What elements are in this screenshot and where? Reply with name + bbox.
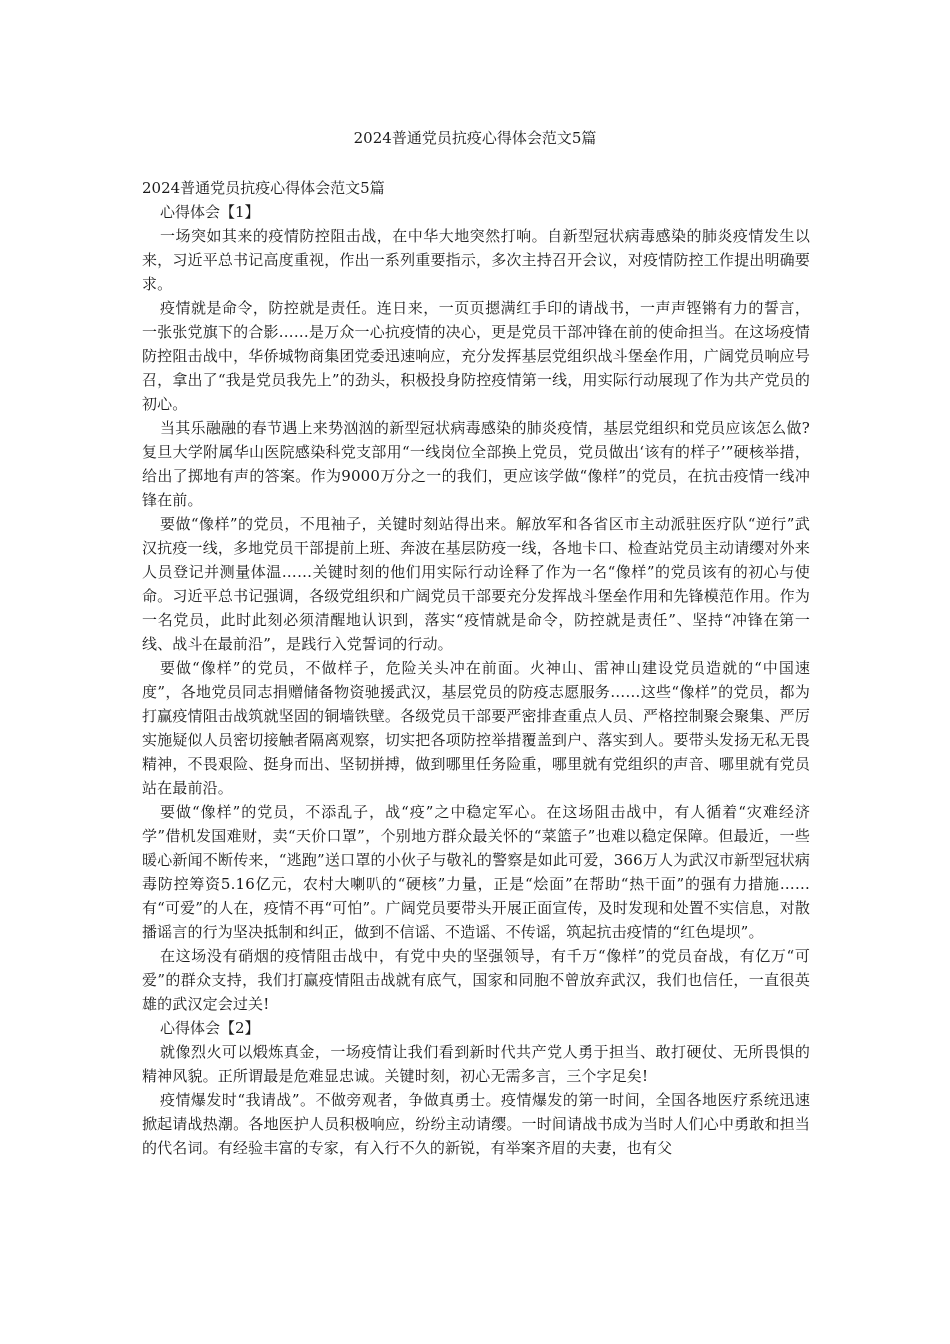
paragraph: 当其乐融融的春节遇上来势汹汹的新型冠状病毒感染的肺炎疫情，基层党组织和党员应该怎么做?复旦大学附属华山医院感染科党支部用“一线岗位全部换上党员，党员做出‘该有的样子’”硬核举措，给出了掷地有声的答案。作为9000万分之一的我们，更应该学做“像样”的党员，在抗击疫情一线冲锋在前。: [142, 419, 810, 509]
document-body: [142, 176, 810, 1160]
paragraph: 疫情就是命令，防控就是责任。连日来，一页页摁满红手印的请战书，一声声铿锵有力的誓言，一张张党旗下的合影……是万众一心抗疫情的决心，更是党员干部冲锋在前的使命担当。在这场疫情防控阻击战中，华侨城物商集团党委迅速响应，充分发挥基层党组织战斗堡垒作用，广阔党员响应号召，拿出了“我是党员我先上”的劲头，积极投身防控疫情第一线，用实际行动展现了作为共产党员的初心。: [142, 299, 810, 413]
paragraph: 一场突如其来的疫情防控阻击战，在中华大地突然打响。自新型冠状病毒感染的肺炎疫情发生以来，习近平总书记高度重视，作出一系列重要指示，多次主持召开会议，对疫情防控工作提出明确要求。: [142, 227, 810, 293]
page-title: 2024普通党员抗疫心得体会范文5篇: [353, 129, 597, 147]
paragraph: 在这场没有硝烟的疫情阻击战中，有党中央的坚强领导，有千万“像样”的党员奋战，有亿万“可爱”的群众支持，我们打赢疫情阻击战就有底气，国家和同胞不曾放弃武汉，我们也信任，一直很英雄的武汉定会过关!: [142, 947, 810, 1013]
paragraph: 就像烈火可以煅炼真金，一场疫情让我们看到新时代共产党人勇于担当、敢打硬仗、无所畏惧的精神风貌。正所谓最是危难显忠诚。关键时刻，初心无需多言，三个字足矣!: [142, 1043, 810, 1085]
section-heading-1: 心得体会【1】: [160, 203, 260, 221]
paragraph: 要做“像样”的党员，不甩袖子，关键时刻站得出来。解放军和各省区市主动派驻医疗队“逆行”武汉抗疫一线，多地党员干部提前上班、奔波在基层防疫一线，各地卡口、检查站党员主动请缨对外来人员登记并测量体温……关键时刻的他们用实际行动诠释了作为一名“像样”的党员该有的初心与使命。习近平总书记强调，各级党组织和广阔党员干部要充分发挥战斗堡垒作用和先锋模范作用。作为一名党员，此时此刻必须清醒地认识到，落实“疫情就是命令，防控就是责任”、坚持“冲锋在第一线、战斗在最前沿”，是践行入党誓词的行动。: [142, 515, 810, 653]
paragraph: 要做“像样”的党员，不做样子，危险关头冲在前面。火神山、雷神山建设党员造就的“中国速度”，各地党员同志捐赠储备物资驰援武汉，基层党员的防疫志愿服务……这些“像样”的党员，都为打赢疫情阻击战筑就坚固的铜墙铁壁。各级党员干部要严密排查重点人员、严格控制聚会聚集、严厉实施疑似人员密切接触者隔离观察，切实把各项防控举措覆盖到户、落实到人。要带头发扬无私无畏精神，不畏艰险、挺身而出、坚韧拼搏，做到哪里任务险重，哪里就有党组织的声音、哪里就有党员站在最前沿。: [142, 659, 810, 797]
section-heading-2: 心得体会【2】: [160, 1019, 260, 1037]
paragraph: 要做“像样”的党员，不添乱子，战“疫”之中稳定军心。在这场阻击战中，有人循着“灾难经济学”借机发国难财，卖“天价口罩”，个别地方群众最关怀的“菜篮子”也难以稳定保障。但最近，一些暖心新闻不断传来，“逃跑”送口罩的小伙子与敬礼的警察是如此可爱，366万人为武汉市新型冠状病毒防控筹资5.16亿元，农村大喇叭的“硬核”力量，正是“烩面”在帮助“热干面”的强有力措施……有“可爱”的人在，疫情不再“可怕”。广阔党员要带头开展正面宣传，及时发现和处置不实信息，对散播谣言的行为坚决抵制和纠正，做到不信谣、不造谣、不传谣，筑起抗击疫情的“红色堤坝”。: [142, 803, 810, 941]
paragraph: 疫情爆发时“我请战”。不做旁观者，争做真勇士。疫情爆发的第一时间，全国各地医疗系统迅速掀起请战热潮。各地医护人员积极响应，纷纷主动请缨。一时间请战书成为当时人们心中勇敢和担当的代名词。有经验丰富的专家，有入行不久的新锐，有举案齐眉的夫妻，也有父: [142, 1091, 810, 1157]
document-subtitle: 2024普通党员抗疫心得体会范文5篇: [142, 179, 385, 197]
